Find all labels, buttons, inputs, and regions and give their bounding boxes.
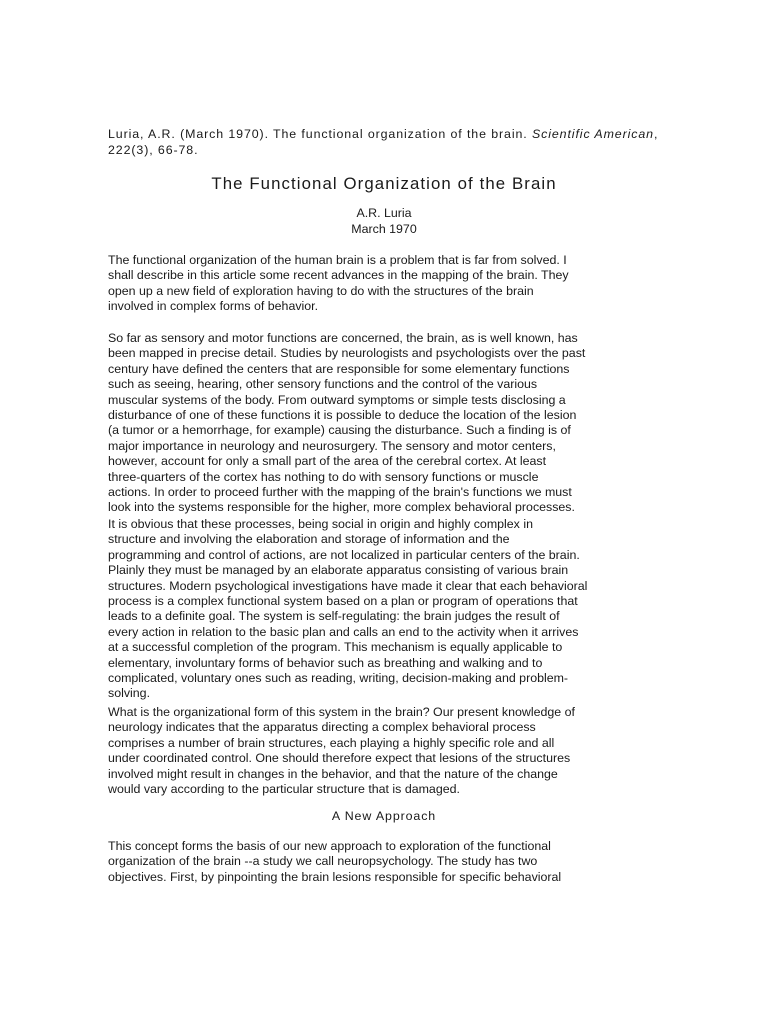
citation-text: Luria, A.R. (March 1970). The functional organization of the brain. [108, 127, 532, 141]
paragraph-line: disturbance of one of these functions it is possible to deduce the location of the lesion [108, 408, 577, 423]
paragraph-line: solving. [108, 686, 151, 701]
paragraph-line: programming and control of actions, are not localized in particular centers of the brain. [108, 547, 580, 562]
paragraph-2 [108, 331, 668, 516]
paragraph-line: muscular systems of the body. From outward symptoms or simple tests disclosing a [108, 392, 566, 407]
paragraph-line: This concept forms the basis of our new approach to exploration of the functional [108, 839, 551, 853]
paragraph-line: neurology indicates that the apparatus directing a complex behavioral process [108, 720, 536, 735]
section-heading: A New Approach [331, 809, 437, 823]
paragraph-line: Plainly they must be managed by an elaborate apparatus consisting of various brain [108, 563, 569, 578]
paragraph-line: structures. Modern psychological investigations have made it clear that each behavioral [108, 578, 588, 593]
paragraph-line: been mapped in precise detail. Studies by neurologists and psychologists over the past [108, 346, 586, 361]
paragraph-1 [108, 253, 668, 315]
paragraph-line: major importance in neurology and neurosurgery. The sensory and motor centers, [108, 438, 556, 453]
paragraph-line: objectives. First, by pinpointing the brain lesions responsible for specific behavioral [108, 869, 562, 884]
paragraph-line: three-quarters of the cortex has nothing to do with sensory functions or muscle [108, 469, 539, 484]
paragraph-line: complicated, voluntary ones such as reading, writing, decision-making and problem- [108, 671, 569, 686]
citation-journal: Scientific American [531, 127, 654, 141]
paragraph-3 [108, 517, 668, 702]
paragraph-line: involved might result in changes in the behavior, and that the nature of the change [108, 766, 558, 781]
author: A.R. Luria [356, 206, 412, 220]
byline [108, 205, 660, 237]
paragraph-line: organization of the brain --a study we call neuropsychology. The study has two [108, 854, 538, 869]
paragraph-line: every action in relation to the basic plan and calls an end to the activity when it arrives [108, 624, 579, 639]
paragraph-line: What is the organizational form of this system in the brain? Our present knowledge of [108, 705, 575, 719]
paragraph-line: however, account for only a small part of the area of the cerebral cortex. At least [108, 454, 547, 469]
paragraph-line: It is obvious that these processes, being social in origin and highly complex in [108, 517, 533, 531]
publication-date: March 1970 [351, 222, 417, 236]
paragraph-line: involved in complex forms of behavior. [108, 299, 319, 314]
paragraph-4 [108, 705, 668, 797]
paragraph-line: such as seeing, hearing, other sensory functions and the control of the various [108, 377, 538, 392]
paragraph-line: actions. In order to proceed further with the mapping of the brain's functions we must [108, 485, 572, 500]
paragraph-line: structure and involving the elaboration and storage of information and the [108, 532, 510, 547]
paragraph-line: look into the systems responsible for the higher, more complex behavioral processes. [108, 500, 575, 515]
paragraph-line: So far as sensory and motor functions are concerned, the brain, as is well known, has [108, 331, 578, 345]
citation [108, 126, 668, 158]
paragraph-line: century have defined the centers that are responsible for some elementary functions [108, 361, 570, 376]
paragraph-line: would vary according to the particular structure that is damaged. [108, 782, 460, 797]
paragraph-line: under coordinated control. One should therefore expect that lesions of the structures [108, 751, 571, 766]
paragraph-line: elementary, involuntary forms of behavior such as breathing and walking and to [108, 655, 543, 670]
citation-details: , 222(3), 66-78. [108, 127, 659, 157]
paragraph-line: (a tumor or a hemorrhage, for example) causing the disturbance. Such a finding is of [108, 423, 571, 438]
paragraph-line: open up a new field of exploration having to do with the structures of the brain [108, 283, 534, 298]
paragraph-line: at a successful completion of the program. This mechanism is equally applicable to [108, 640, 563, 655]
article-title: The Functional Organization of the Brain [211, 174, 557, 193]
paragraph-line: The functional organization of the human brain is a problem that is far from solved. I [108, 253, 567, 267]
paragraph-5 [108, 839, 668, 885]
paragraph-line: leads to a definite goal. The system is self-regulating: the brain judges the result of [108, 609, 560, 624]
paragraph-line: process is a complex functional system based on a plan or program of operations that [108, 594, 578, 609]
paragraph-line: shall describe in this article some recent advances in the mapping of the brain. They [108, 268, 569, 283]
paragraph-line: comprises a number of brain structures, each playing a highly specific role and all [108, 735, 555, 750]
